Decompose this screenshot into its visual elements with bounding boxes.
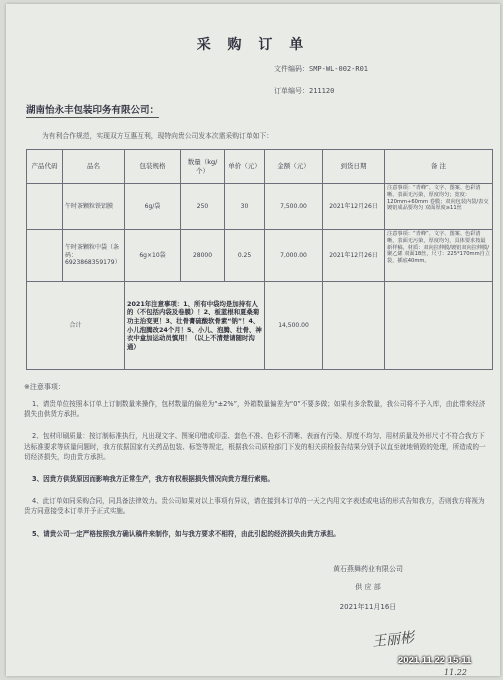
handwritten-date: 11.22 [444, 668, 467, 677]
cell-name: 午时茶颗粒中袋（条码：6923868359179） [63, 230, 125, 282]
total-amount: 14,500.00 [265, 282, 323, 370]
table-row [27, 230, 493, 282]
order-number [274, 86, 334, 96]
table-total-row [27, 282, 493, 370]
header-name: 品名 [63, 150, 125, 184]
notice-item: 1、请贵单位按照本订单上订制数量来操作，包材数量的偏差为“±2%”，外箱数量偏差为“0”不要多做；如果有多余数量，我公司将不予入库，由此带来经济损失由供货方承担。 [24, 399, 486, 419]
header-code: 产品代码 [27, 150, 63, 184]
table-header-row [27, 150, 493, 184]
document-title: 采 购 订 单 [196, 37, 310, 53]
cell-code [27, 230, 63, 282]
cell-name: 午时茶颗粒铁铝膜 [63, 184, 125, 230]
cell-spec: 6g×10袋 [125, 230, 181, 282]
notice-item: 2、包材印刷质量：按订制标准执行，凡出现文字、图案印错或印歪、套色不准、色彩不清晰、表面有污染、厚度不均匀、用材质量及外形尺寸不符合我方下达标准要求等质量问题时，我方依据国家有关药品包装、标签等规定，根据我公司质检部门下发的相关质检报告结果分别予以直至就地销毁的处理，所造成的一切经济损失，均由贵方承担。 [24, 432, 486, 461]
cell-qty: 28000 [181, 230, 225, 282]
total-empty-notes [385, 282, 493, 370]
supplier-name: 湖南怡永丰包装印务有限公司： [26, 102, 159, 118]
file-number-label: 文件编码： [274, 65, 309, 73]
order-table [26, 149, 493, 370]
cell-qty: 250 [181, 184, 225, 230]
notice-item: 5、请贵公司一定严格按照我方确认稿件来制作，如与我方要求不相符，由此引起的经济损失由贵方承担。 [32, 529, 340, 538]
file-number-value: SMP-WL-002-R01 [309, 65, 369, 73]
header-notes: 备 注 [385, 150, 493, 184]
order-date: 2021年11月16日 [339, 603, 397, 611]
cell-code [27, 184, 63, 230]
cell-spec: 6g/袋 [125, 184, 181, 230]
cell-amount: 7,000.00 [265, 230, 323, 282]
header-qty: 数量（kg/个） [181, 150, 225, 184]
notices-section [24, 382, 490, 551]
cell-amount: 7,500.00 [265, 184, 323, 230]
header-price: 单价（元） [225, 150, 265, 184]
purchase-order-document [6, 4, 500, 676]
handwritten-signature: 王丽彬 [371, 629, 415, 651]
photo-timestamp-watermark: 2021.11.22 15:11 [398, 655, 472, 666]
header-spec: 包装规格 [125, 150, 181, 184]
cell-price: 30 [225, 184, 265, 230]
total-label: 合计 [27, 282, 125, 370]
cell-notes: 注意事项：“青峰”、文字、图案、色彩清晰，表面无污染，厚度均匀，具体要求按最新样稿，材质：双向拉伸膜/镀铝双向拉伸膜/聚乙烯 双面18丝，尺寸：225*170mm自立袋，插底40mm。 [385, 230, 493, 282]
notice-item: 3、因贵方供货原因而影响我方正常生产，我方有权根据损失情况向贵方理行索赔。 [32, 474, 274, 483]
total-empty-date [323, 282, 385, 370]
buyer-company: 黄石燕舞药业有限公司 [333, 565, 403, 573]
cell-notes: 注意事项：“青峰”、文字、图案、色彩清晰，表面无污染，厚度均匀；宽度：120mm+60mm 卷膜；双向包装内袋/表交镀铝成品要均匀 双面厚度≥11丝 [385, 184, 493, 230]
notices-heading: ※注意事项： [24, 383, 65, 391]
order-number-value: 211120 [309, 87, 335, 95]
buyer-department: 供 应 部 [355, 583, 381, 591]
intro-text: 为有利合作规范，实现双方互惠互利，现特向贵公司发本次需采购订单如下： [42, 132, 274, 140]
notice-item: 4、此订单如同采购合同，同具备法律效力。贵公司如果对以上事项有异议，请在接到本订单的一天之内用文字表述或电话的形式告知我方，否则我方将视为贵方同意接受本订单并予正式实施。 [24, 497, 485, 516]
cell-price: 0.25 [225, 230, 265, 282]
cell-date: 2021年12月26日 [323, 184, 385, 230]
important-note: 2021年注意事项：1、所有中袋均是加持有人的（不包括内袋及卷膜）！2、板蓝根和夏桑菊功主治变更！3、壮骨膏硫酸软骨素“钠”！4、小儿泡腾改24个月！5、小儿、泡腾、壮骨、神衣中盒加运动员慎用！（以上不清楚请随时沟通） [125, 282, 265, 370]
header-date: 到货日期 [323, 150, 385, 184]
cell-date: 2021年12月26日 [323, 230, 385, 282]
order-number-label: 订单编号： [274, 87, 309, 95]
file-number [274, 64, 368, 74]
table-row [27, 184, 493, 230]
header-amount: 金额（元） [265, 150, 323, 184]
